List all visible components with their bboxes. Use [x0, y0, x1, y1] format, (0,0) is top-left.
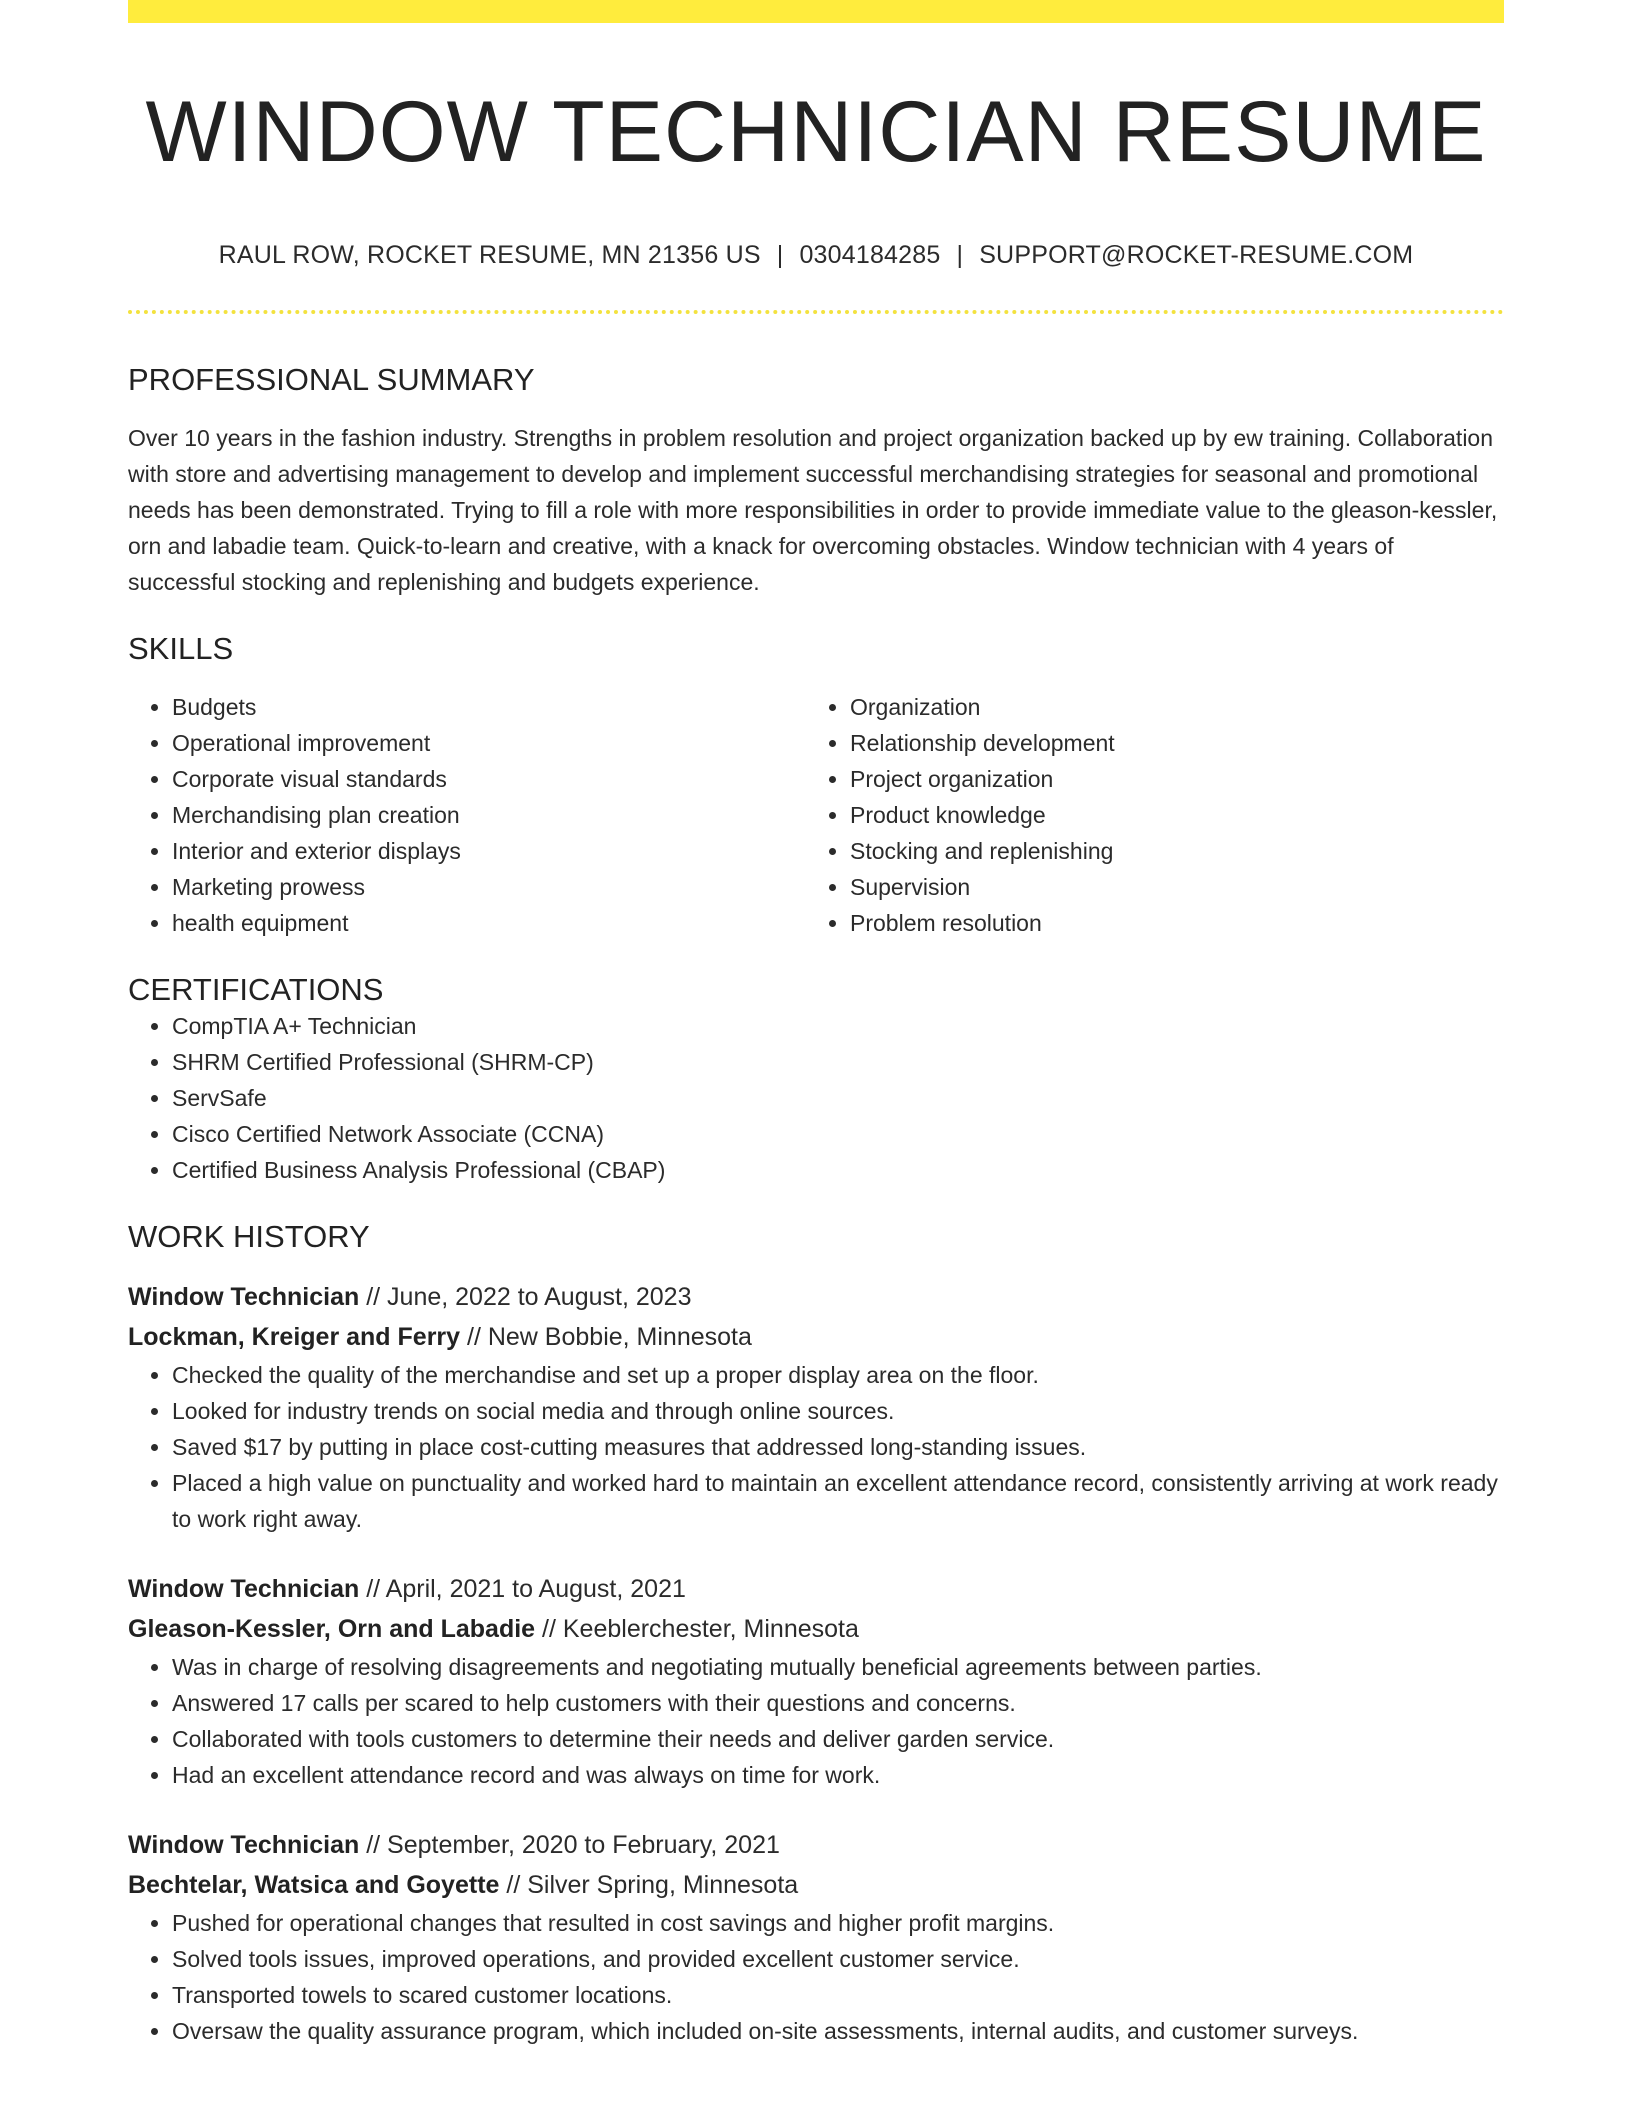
job-duty-item: • Transported towels to scared customer locations.	[172, 1977, 1504, 2013]
work-history-heading: WORK HISTORY	[128, 1219, 370, 1255]
job-duty-item: • Collaborated with tools customers to determine their needs and deliver garden service.	[172, 1721, 1504, 1757]
certifications-heading: CERTIFICATIONS	[128, 971, 384, 1007]
skill-item: • Relationship development	[850, 725, 1484, 761]
job-duties-list	[128, 1905, 1504, 2049]
job-company: Bechtelar, Watsica and Goyette	[128, 1871, 500, 1900]
contact-line	[128, 240, 1504, 270]
skill-item: • Operational improvement	[172, 725, 806, 761]
job-duty-item: • Checked the quality of the merchandise and set up a proper display area on the floor.	[172, 1357, 1504, 1393]
job-duty-item: • Solved tools issues, improved operations, and provided excellent customer service.	[172, 1941, 1504, 1977]
job-duty-item: • Looked for industry trends on social media and through online sources.	[172, 1393, 1504, 1429]
job-title-line	[128, 1277, 1504, 1317]
job-company-line	[128, 1609, 1504, 1649]
certifications-list	[128, 1008, 1504, 1188]
skills-heading: SKILLS	[128, 630, 234, 666]
certification-item: • CompTIA A+ Technician	[172, 1008, 1504, 1044]
summary-text: Over 10 years in the fashion industry. Strengths in problem resolution and project organization backed up by ew training. Collaboration with store and advertising management to develop and implement successful merchandising strategies for seasonal and promotional needs has been demonstrated. Trying to fill a role with more responsibilities in order to provide immediate value to the gleason-kessler, orn and labadie team. Quick-to-learn and creative, with a knack for overcoming obstacles. Window technician with 4 years of successful stocking and replenishing and budgets experience.	[128, 424, 1498, 595]
job-title-line	[128, 1569, 1504, 1609]
skills-list-right	[806, 689, 1484, 941]
job-title: Window Technician	[128, 1575, 360, 1604]
contact-separator: |	[956, 240, 964, 269]
skill-item: • Organization	[850, 689, 1484, 725]
certification-item: • ServSafe	[172, 1080, 1504, 1116]
job-entry	[128, 1825, 1504, 2049]
skill-item: • Marketing prowess	[172, 869, 806, 905]
skill-item: • Supervision	[850, 869, 1484, 905]
job-duties-list	[128, 1649, 1504, 1793]
skill-item: • Budgets	[172, 689, 806, 725]
contact-separator: |	[776, 240, 784, 269]
skills-column-left	[128, 689, 806, 941]
summary-heading: PROFESSIONAL SUMMARY	[128, 361, 535, 397]
job-title-line	[128, 1825, 1504, 1865]
skill-item: • Project organization	[850, 761, 1484, 797]
contact-phone: 0304184285	[799, 240, 941, 269]
skills-grid	[128, 689, 1504, 941]
skills-list-left	[128, 689, 806, 941]
job-dates: // June, 2022 to August, 2023	[359, 1283, 692, 1312]
job-entry	[128, 1569, 1504, 1793]
resume-page	[128, 0, 1504, 2049]
job-duty-item: • Answered 17 calls per scared to help customers with their questions and concerns.	[172, 1685, 1504, 1721]
accent-top-bar	[128, 0, 1504, 23]
job-company: Gleason-Kessler, Orn and Labadie	[128, 1615, 536, 1644]
resume-title: WINDOW TECHNICIAN RESUME	[145, 84, 1487, 180]
skill-item: • Problem resolution	[850, 905, 1484, 941]
dotted-divider	[128, 310, 1504, 314]
skill-item: • Product knowledge	[850, 797, 1484, 833]
job-duty-item: • Pushed for operational changes that resulted in cost savings and higher profit margins.	[172, 1905, 1504, 1941]
job-dates: // September, 2020 to February, 2021	[359, 1831, 780, 1860]
contact-address: RAUL ROW, ROCKET RESUME, MN 21356 US	[218, 240, 761, 269]
job-entry	[128, 1277, 1504, 1537]
skill-item: • Stocking and replenishing	[850, 833, 1484, 869]
certification-item: • Certified Business Analysis Professional (CBAP)	[172, 1152, 1504, 1188]
job-location: // Keeblerchester, Minnesota	[535, 1615, 859, 1644]
job-location: // New Bobbie, Minnesota	[460, 1323, 752, 1352]
job-title: Window Technician	[128, 1831, 360, 1860]
skill-item: • Merchandising plan creation	[172, 797, 806, 833]
job-duty-item: • Had an excellent attendance record and was always on time for work.	[172, 1757, 1504, 1793]
skills-column-right	[806, 689, 1484, 941]
contact-email: SUPPORT@ROCKET-RESUME.COM	[979, 240, 1414, 269]
job-duty-item: • Oversaw the quality assurance program, which included on-site assessments, internal audits, and customer surveys.	[172, 2013, 1504, 2049]
job-duty-item: • Was in charge of resolving disagreements and negotiating mutually beneficial agreements between parties.	[172, 1649, 1504, 1685]
certification-item: • Cisco Certified Network Associate (CCNA)	[172, 1116, 1504, 1152]
skill-item: • Interior and exterior displays	[172, 833, 806, 869]
job-company-line	[128, 1317, 1504, 1357]
job-company: Lockman, Kreiger and Ferry	[128, 1323, 461, 1352]
job-duty-item: • Placed a high value on punctuality and worked hard to maintain an excellent attendance record, consistently arriving at work ready to work right away.	[172, 1465, 1504, 1537]
skill-item: • Corporate visual standards	[172, 761, 806, 797]
job-duty-item: • Saved $17 by putting in place cost-cutting measures that addressed long-standing issues.	[172, 1429, 1504, 1465]
job-location: // Silver Spring, Minnesota	[499, 1871, 799, 1900]
job-company-line	[128, 1865, 1504, 1905]
skill-item: • health equipment	[172, 905, 806, 941]
job-dates: // April, 2021 to August, 2021	[359, 1575, 686, 1604]
certification-item: • SHRM Certified Professional (SHRM-CP)	[172, 1044, 1504, 1080]
job-title: Window Technician	[128, 1283, 360, 1312]
job-duties-list	[128, 1357, 1504, 1537]
